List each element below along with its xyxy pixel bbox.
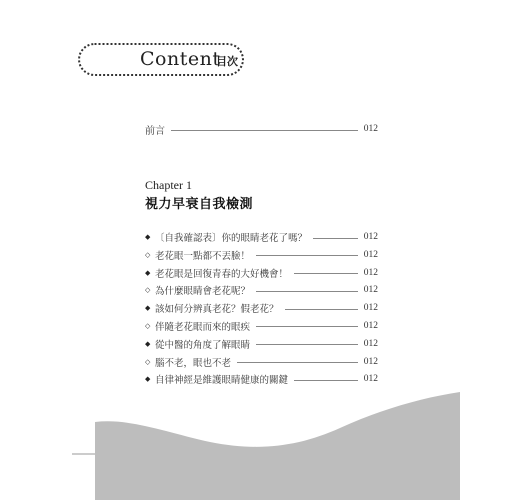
leader-line (256, 255, 358, 256)
toc-entry[interactable] (145, 301, 378, 315)
toc-entry[interactable] (145, 319, 378, 333)
toc-entry[interactable] (145, 230, 378, 244)
filled-diamond-icon: ◆ (145, 375, 151, 384)
chapter-label: Chapter 1 (145, 178, 192, 192)
hollow-diamond-icon: ◇ (145, 286, 151, 295)
hollow-diamond-icon: ◇ (145, 321, 151, 330)
entry-page-number: 012 (363, 303, 378, 314)
filled-diamond-icon: ◆ (145, 339, 151, 348)
filled-diamond-icon: ◆ (145, 304, 151, 313)
hollow-diamond-icon: ◇ (145, 250, 151, 259)
entry-label: 老花眼是回復青春的大好機會！ (155, 268, 289, 280)
leader-line (313, 238, 358, 239)
entry-label: 該如何分辨真老花？假老花？ (155, 304, 279, 316)
entry-label: 自律神經是維護眼睛健康的關鍵 (155, 375, 289, 387)
toc-entry[interactable] (145, 355, 378, 369)
filled-diamond-icon: ◆ (145, 268, 151, 277)
entry-label: 〔自我確認表〕你的眼睛老花了嗎？ (155, 233, 308, 244)
leader-line (256, 291, 358, 292)
leader-line (285, 309, 358, 310)
decorative-wave (0, 380, 520, 500)
page-title: Content (140, 48, 221, 70)
leader-line (256, 326, 358, 327)
filled-diamond-icon: ◆ (145, 233, 151, 241)
entry-label: 從中醫的角度了解眼睛 (155, 339, 251, 351)
leader-line (294, 273, 358, 274)
toc-entry[interactable] (145, 283, 378, 297)
page-subtitle: 目次 (216, 55, 238, 68)
toc-entry[interactable] (145, 266, 378, 280)
entry-label: 老花眼一點都不丟臉！ (155, 250, 251, 262)
preface-entry[interactable] (145, 122, 378, 136)
entry-page-number: 012 (363, 285, 378, 296)
preface-page-number: 012 (363, 124, 378, 134)
entry-label: 腦不老，眼也不老 (155, 357, 232, 369)
entry-page-number: 012 (363, 249, 378, 260)
entry-page-number: 012 (363, 356, 378, 367)
entry-page-number: 012 (363, 232, 378, 242)
leader-line (256, 344, 358, 345)
leader-line (237, 362, 358, 363)
entry-label: 伴隨老花眼而來的眼疾 (155, 321, 251, 333)
entry-page-number: 012 (363, 320, 378, 331)
entry-label: 為什麼眼睛會老花呢？ (155, 286, 251, 298)
leader-line (171, 130, 358, 131)
chapter-title: 視力早衰自我檢測 (145, 197, 254, 212)
toc-entry[interactable] (145, 248, 378, 262)
preface-label: 前言 (145, 125, 165, 137)
hollow-diamond-icon: ◇ (145, 357, 151, 366)
entry-page-number: 012 (363, 338, 378, 349)
entry-page-number: 012 (363, 267, 378, 278)
entry-page-number: 012 (363, 374, 378, 385)
toc-entry[interactable] (145, 337, 378, 351)
toc-entries (145, 230, 378, 390)
